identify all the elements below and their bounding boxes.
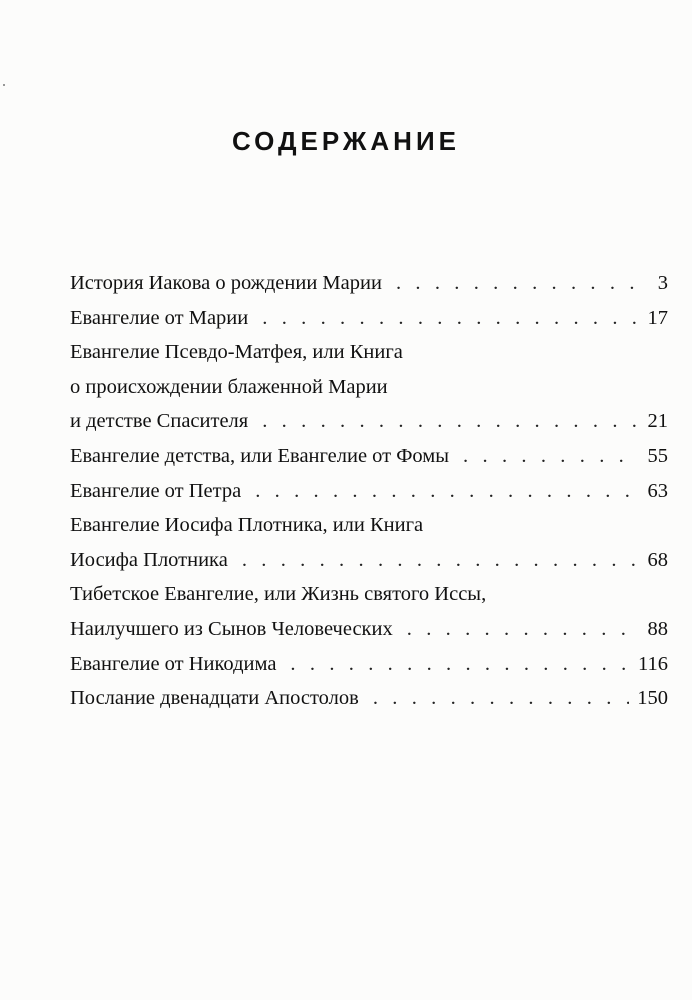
- toc-entry-title: Послание двенадцати Апостолов: [70, 687, 359, 710]
- toc-line: [70, 439, 668, 474]
- toc-entry[interactable]: [70, 681, 668, 716]
- toc-page-number: 63: [647, 479, 668, 502]
- dot-leader: [396, 266, 636, 301]
- dot-leader: [373, 681, 629, 716]
- page-title: СОДЕРЖАНИЕ: [232, 126, 460, 156]
- dot-leader: [463, 439, 636, 474]
- toc-entry-title: Иосифа Плотника: [70, 548, 228, 571]
- toc-entry[interactable]: [70, 647, 668, 682]
- toc-entry-title: История Иакова о рождении Марии: [70, 272, 382, 294]
- toc-page-number: 150: [637, 687, 668, 710]
- toc-entry[interactable]: [70, 266, 668, 301]
- table-of-contents: [70, 266, 668, 716]
- dot-leader: [290, 647, 630, 682]
- toc-entry[interactable]: [70, 301, 668, 336]
- toc-line: [70, 612, 668, 647]
- toc-entry[interactable]: [70, 474, 668, 509]
- toc-entry-title: Евангелие от Марии: [70, 306, 249, 329]
- toc-page-number: 3: [657, 272, 668, 294]
- toc-entry-title: Наилучшего из Сынов Человеческих: [70, 617, 393, 640]
- toc-entry-title: Евангелие Иосифа Плотника, или Книга: [70, 514, 424, 537]
- dot-leader: [407, 612, 636, 647]
- toc-line: [70, 647, 668, 682]
- toc-line: [70, 681, 668, 716]
- toc-entry[interactable]: [70, 439, 668, 474]
- toc-page-number: 68: [647, 548, 668, 571]
- toc-entry[interactable]: [70, 577, 668, 646]
- dot-leader: [242, 543, 636, 578]
- toc-entry-title: Евангелие Псевдо-Матфея, или Книга: [70, 341, 403, 364]
- toc-line: [70, 370, 668, 405]
- toc-entry-title: Тибетское Евангелие, или Жизнь святого Иссы,: [70, 583, 487, 606]
- toc-page-number: 55: [647, 444, 668, 467]
- toc-line: [70, 404, 668, 439]
- toc-entry-title: и детстве Спасителя: [70, 410, 249, 433]
- toc-entry-title: о происхождении блаженной Марии: [70, 375, 388, 398]
- toc-line: [70, 543, 668, 578]
- toc-line: [70, 335, 668, 370]
- page-speck: [3, 84, 5, 86]
- toc-page-number: 116: [638, 652, 668, 675]
- toc-line: [70, 301, 668, 336]
- dot-leader: [262, 301, 636, 336]
- dot-leader: [262, 404, 636, 439]
- toc-page-number: 17: [647, 306, 668, 329]
- toc-line: [70, 508, 668, 543]
- toc-page-number: 88: [647, 617, 668, 640]
- toc-entry-title: Евангелие от Никодима: [70, 652, 277, 675]
- dot-leader: [255, 474, 636, 509]
- toc-line: [70, 577, 668, 612]
- toc-entry[interactable]: [70, 335, 668, 439]
- toc-entry-title: Евангелие от Петра: [70, 479, 242, 502]
- toc-entry[interactable]: [70, 508, 668, 577]
- toc-entry-title: Евангелие детства, или Евангелие от Фомы: [70, 444, 450, 467]
- toc-page-number: 21: [647, 410, 668, 433]
- toc-line: [70, 266, 668, 301]
- toc-line: [70, 474, 668, 509]
